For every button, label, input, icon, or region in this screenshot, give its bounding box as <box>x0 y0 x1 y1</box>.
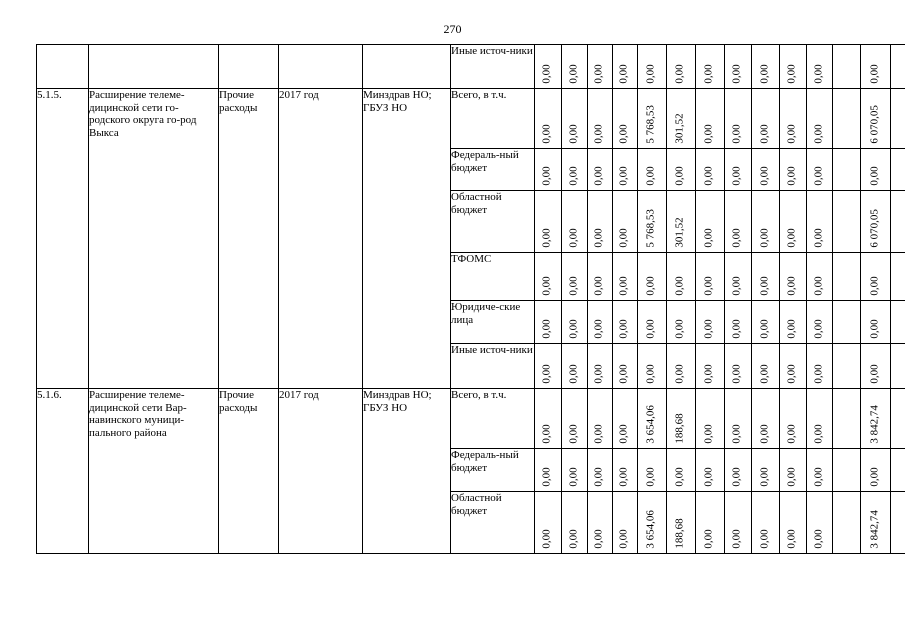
empty-cell <box>833 149 861 191</box>
item-code: 5.1.6. <box>37 389 89 554</box>
value-cell <box>562 149 588 191</box>
value-cell <box>638 89 667 149</box>
value-cell <box>613 45 638 89</box>
value-cell <box>861 301 891 344</box>
value-cell <box>588 301 613 344</box>
value-cell <box>535 149 562 191</box>
value-cell <box>696 149 725 191</box>
value-cell <box>807 301 833 344</box>
item-executor: Минздрав НО; ГБУЗ НО <box>363 89 451 389</box>
item-code <box>37 45 89 89</box>
cell-value: 0,00 <box>867 64 880 84</box>
value-cell <box>562 344 588 389</box>
cell-value: 0,00 <box>566 529 579 549</box>
value-cell <box>667 344 696 389</box>
cell-value: 0,00 <box>592 64 605 84</box>
value-cell <box>638 191 667 253</box>
value-cell <box>613 253 638 301</box>
item-year: 2017 год <box>279 89 363 389</box>
cell-value: 0,00 <box>566 319 579 339</box>
cell-value: 0,00 <box>673 64 686 84</box>
item-name <box>89 45 219 89</box>
value-cell <box>667 191 696 253</box>
value-cell <box>638 45 667 89</box>
value-cell <box>696 344 725 389</box>
cell-value: 3 842,74 <box>867 510 880 549</box>
cell-value: 0,00 <box>644 467 657 487</box>
value-cell <box>807 45 833 89</box>
value-cell <box>725 89 752 149</box>
cell-value: 0,00 <box>757 364 770 384</box>
cell-value: 0,00 <box>867 276 880 296</box>
cell-value: 0,00 <box>566 166 579 186</box>
cell-value: 0,00 <box>702 467 715 487</box>
funding-source: Всего, в т.ч. <box>451 389 535 449</box>
cell-value: 0,00 <box>617 319 630 339</box>
item-executor <box>363 45 451 89</box>
cell-value: 0,00 <box>811 64 824 84</box>
cell-value: 0,00 <box>644 166 657 186</box>
value-cell <box>638 344 667 389</box>
value-cell <box>780 253 807 301</box>
value-cell <box>613 344 638 389</box>
cell-value: 3 654,06 <box>644 405 657 444</box>
value-cell <box>667 492 696 554</box>
value-cell <box>807 449 833 492</box>
value-cell <box>535 191 562 253</box>
funding-source: Областной бюджет <box>451 191 535 253</box>
cell-value: 0,00 <box>811 319 824 339</box>
cell-value: 0,00 <box>730 319 743 339</box>
cell-value: 0,00 <box>617 124 630 144</box>
value-cell <box>861 344 891 389</box>
value-cell <box>807 253 833 301</box>
value-cell <box>696 45 725 89</box>
cell-value: 0,00 <box>785 319 798 339</box>
cell-value: 0,00 <box>566 467 579 487</box>
value-cell <box>696 449 725 492</box>
empty-cell <box>891 344 905 389</box>
cell-value: 0,00 <box>566 276 579 296</box>
value-cell <box>861 449 891 492</box>
budget-table <box>36 44 905 554</box>
value-cell <box>667 449 696 492</box>
value-cell <box>613 191 638 253</box>
item-executor: Минздрав НО; ГБУЗ НО <box>363 389 451 554</box>
value-cell <box>725 492 752 554</box>
cell-value: 0,00 <box>644 64 657 84</box>
value-cell <box>562 389 588 449</box>
value-cell <box>752 149 780 191</box>
value-cell <box>638 149 667 191</box>
cell-value: 0,00 <box>644 364 657 384</box>
cell-value: 0,00 <box>592 424 605 444</box>
funding-source: Иные источ-ники <box>451 45 535 89</box>
value-cell <box>752 89 780 149</box>
value-cell <box>588 449 613 492</box>
value-cell <box>807 191 833 253</box>
empty-cell <box>891 449 905 492</box>
empty-cell <box>891 253 905 301</box>
value-cell <box>752 492 780 554</box>
value-cell <box>752 301 780 344</box>
value-cell <box>861 253 891 301</box>
value-cell <box>613 149 638 191</box>
cell-value: 188,68 <box>673 413 686 444</box>
cell-value: 0,00 <box>673 166 686 186</box>
cell-value: 0,00 <box>867 166 880 186</box>
funding-source: Областной бюджет <box>451 492 535 554</box>
value-cell <box>861 89 891 149</box>
cell-value: 0,00 <box>811 124 824 144</box>
value-cell <box>562 301 588 344</box>
cell-value: 0,00 <box>785 276 798 296</box>
value-cell <box>696 389 725 449</box>
cell-value: 0,00 <box>757 529 770 549</box>
cell-value: 0,00 <box>702 364 715 384</box>
cell-value: 0,00 <box>566 228 579 248</box>
cell-value: 0,00 <box>617 529 630 549</box>
value-cell <box>780 45 807 89</box>
cell-value: 0,00 <box>673 364 686 384</box>
value-cell <box>752 253 780 301</box>
value-cell <box>667 89 696 149</box>
value-cell <box>807 149 833 191</box>
value-cell <box>807 492 833 554</box>
expense-type: Прочие расходы <box>219 389 279 554</box>
cell-value: 0,00 <box>702 228 715 248</box>
cell-value: 0,00 <box>673 276 686 296</box>
empty-cell <box>891 389 905 449</box>
cell-value: 0,00 <box>540 529 553 549</box>
value-cell <box>725 253 752 301</box>
cell-value: 0,00 <box>785 467 798 487</box>
value-cell <box>562 449 588 492</box>
value-cell <box>861 191 891 253</box>
cell-value: 0,00 <box>540 319 553 339</box>
funding-source: Федераль-ный бюджет <box>451 449 535 492</box>
value-cell <box>667 149 696 191</box>
value-cell <box>535 301 562 344</box>
value-cell <box>667 253 696 301</box>
value-cell <box>752 191 780 253</box>
cell-value: 0,00 <box>673 319 686 339</box>
empty-cell <box>833 449 861 492</box>
value-cell <box>696 191 725 253</box>
value-cell <box>588 89 613 149</box>
value-cell <box>535 449 562 492</box>
cell-value: 0,00 <box>644 276 657 296</box>
value-cell <box>588 149 613 191</box>
value-cell <box>535 89 562 149</box>
value-cell <box>725 191 752 253</box>
cell-value: 0,00 <box>617 228 630 248</box>
cell-value: 0,00 <box>592 276 605 296</box>
table-row <box>37 89 905 149</box>
value-cell <box>780 191 807 253</box>
cell-value: 0,00 <box>785 424 798 444</box>
cell-value: 0,00 <box>702 166 715 186</box>
item-name: Расширение телеме-дицинской сети Вар-навинского муници-пального района <box>89 389 219 554</box>
value-cell <box>780 301 807 344</box>
cell-value: 0,00 <box>785 228 798 248</box>
cell-value: 0,00 <box>811 467 824 487</box>
value-cell <box>588 389 613 449</box>
cell-value: 0,00 <box>730 276 743 296</box>
funding-source: ТФОМС <box>451 253 535 301</box>
funding-source: Всего, в т.ч. <box>451 89 535 149</box>
value-cell <box>696 253 725 301</box>
cell-value: 0,00 <box>730 424 743 444</box>
cell-value: 0,00 <box>702 319 715 339</box>
value-cell <box>613 449 638 492</box>
cell-value: 0,00 <box>757 276 770 296</box>
value-cell <box>638 253 667 301</box>
value-cell <box>638 492 667 554</box>
value-cell <box>588 253 613 301</box>
empty-cell <box>833 301 861 344</box>
value-cell <box>588 191 613 253</box>
value-cell <box>613 389 638 449</box>
value-cell <box>562 253 588 301</box>
empty-cell <box>891 191 905 253</box>
value-cell <box>780 89 807 149</box>
empty-cell <box>833 45 861 89</box>
value-cell <box>535 45 562 89</box>
value-cell <box>752 449 780 492</box>
cell-value: 0,00 <box>540 364 553 384</box>
cell-value: 0,00 <box>592 166 605 186</box>
value-cell <box>807 389 833 449</box>
value-cell <box>861 492 891 554</box>
value-cell <box>535 492 562 554</box>
cell-value: 0,00 <box>617 364 630 384</box>
funding-source: Федераль-ный бюджет <box>451 149 535 191</box>
value-cell <box>535 344 562 389</box>
value-cell <box>725 344 752 389</box>
cell-value: 0,00 <box>811 424 824 444</box>
item-year <box>279 45 363 89</box>
item-name: Расширение телеме-дицинской сети го-родского округа го-род Выкса <box>89 89 219 389</box>
value-cell <box>725 449 752 492</box>
empty-cell <box>833 344 861 389</box>
cell-value: 0,00 <box>730 364 743 384</box>
cell-value: 0,00 <box>702 529 715 549</box>
value-cell <box>667 301 696 344</box>
cell-value: 0,00 <box>617 467 630 487</box>
value-cell <box>780 149 807 191</box>
cell-value: 0,00 <box>566 64 579 84</box>
value-cell <box>667 389 696 449</box>
value-cell <box>780 389 807 449</box>
cell-value: 0,00 <box>730 64 743 84</box>
value-cell <box>807 89 833 149</box>
cell-value: 0,00 <box>540 467 553 487</box>
value-cell <box>861 149 891 191</box>
expense-type <box>219 45 279 89</box>
cell-value: 301,52 <box>673 113 686 144</box>
empty-cell <box>833 492 861 554</box>
cell-value: 0,00 <box>617 64 630 84</box>
value-cell <box>535 253 562 301</box>
value-cell <box>725 45 752 89</box>
cell-value: 0,00 <box>702 424 715 444</box>
cell-value: 0,00 <box>592 319 605 339</box>
cell-value: 0,00 <box>592 228 605 248</box>
cell-value: 3 842,74 <box>867 405 880 444</box>
value-cell <box>638 389 667 449</box>
cell-value: 0,00 <box>617 276 630 296</box>
value-cell <box>588 45 613 89</box>
cell-value: 0,00 <box>540 276 553 296</box>
cell-value: 0,00 <box>540 228 553 248</box>
cell-value: 0,00 <box>757 64 770 84</box>
cell-value: 0,00 <box>644 319 657 339</box>
empty-cell <box>891 301 905 344</box>
cell-value: 0,00 <box>730 166 743 186</box>
value-cell <box>752 45 780 89</box>
cell-value: 0,00 <box>540 124 553 144</box>
value-cell <box>562 89 588 149</box>
cell-value: 0,00 <box>702 124 715 144</box>
value-cell <box>696 492 725 554</box>
value-cell <box>588 492 613 554</box>
value-cell <box>638 449 667 492</box>
value-cell <box>780 449 807 492</box>
cell-value: 0,00 <box>730 467 743 487</box>
cell-value: 0,00 <box>592 124 605 144</box>
value-cell <box>725 149 752 191</box>
cell-value: 0,00 <box>867 364 880 384</box>
cell-value: 0,00 <box>540 424 553 444</box>
cell-value: 0,00 <box>785 64 798 84</box>
value-cell <box>696 301 725 344</box>
cell-value: 0,00 <box>811 166 824 186</box>
cell-value: 0,00 <box>566 124 579 144</box>
cell-value: 0,00 <box>867 467 880 487</box>
table-row <box>37 45 905 89</box>
cell-value: 188,68 <box>673 518 686 549</box>
empty-cell <box>891 89 905 149</box>
cell-value: 0,00 <box>785 124 798 144</box>
cell-value: 0,00 <box>592 364 605 384</box>
empty-cell <box>891 45 905 89</box>
cell-value: 3 654,06 <box>644 510 657 549</box>
cell-value: 0,00 <box>811 529 824 549</box>
cell-value: 0,00 <box>730 529 743 549</box>
value-cell <box>562 191 588 253</box>
funding-source: Иные источ-ники <box>451 344 535 389</box>
value-cell <box>562 492 588 554</box>
cell-value: 0,00 <box>566 364 579 384</box>
item-year: 2017 год <box>279 389 363 554</box>
empty-cell <box>833 389 861 449</box>
value-cell <box>861 45 891 89</box>
cell-value: 0,00 <box>757 124 770 144</box>
value-cell <box>535 389 562 449</box>
value-cell <box>752 389 780 449</box>
cell-value: 0,00 <box>757 228 770 248</box>
cell-value: 5 768,53 <box>644 209 657 248</box>
value-cell <box>861 389 891 449</box>
item-code: 5.1.5. <box>37 89 89 389</box>
cell-value: 0,00 <box>785 364 798 384</box>
cell-value: 0,00 <box>617 424 630 444</box>
empty-cell <box>833 253 861 301</box>
cell-value: 0,00 <box>785 529 798 549</box>
cell-value: 0,00 <box>730 124 743 144</box>
empty-cell <box>891 149 905 191</box>
value-cell <box>696 89 725 149</box>
cell-value: 0,00 <box>811 364 824 384</box>
cell-value: 0,00 <box>617 166 630 186</box>
cell-value: 0,00 <box>757 166 770 186</box>
value-cell <box>780 492 807 554</box>
cell-value: 0,00 <box>785 166 798 186</box>
value-cell <box>725 389 752 449</box>
cell-value: 0,00 <box>757 467 770 487</box>
cell-value: 0,00 <box>757 319 770 339</box>
cell-value: 0,00 <box>673 467 686 487</box>
value-cell <box>613 301 638 344</box>
value-cell <box>725 301 752 344</box>
cell-value: 0,00 <box>540 166 553 186</box>
funding-source: Юридиче-ские лица <box>451 301 535 344</box>
cell-value: 6 070,05 <box>867 105 880 144</box>
value-cell <box>780 344 807 389</box>
cell-value: 0,00 <box>811 276 824 296</box>
cell-value: 5 768,53 <box>644 105 657 144</box>
empty-cell <box>891 492 905 554</box>
cell-value: 0,00 <box>730 228 743 248</box>
cell-value: 0,00 <box>702 64 715 84</box>
table-row <box>37 389 905 449</box>
value-cell <box>667 45 696 89</box>
empty-cell <box>833 89 861 149</box>
value-cell <box>807 344 833 389</box>
cell-value: 0,00 <box>592 529 605 549</box>
value-cell <box>638 301 667 344</box>
cell-value: 0,00 <box>867 319 880 339</box>
value-cell <box>613 89 638 149</box>
value-cell <box>562 45 588 89</box>
cell-value: 0,00 <box>566 424 579 444</box>
cell-value: 301,52 <box>673 217 686 248</box>
cell-value: 0,00 <box>592 467 605 487</box>
value-cell <box>613 492 638 554</box>
expense-type: Прочие расходы <box>219 89 279 389</box>
value-cell <box>588 344 613 389</box>
page-number: 270 <box>443 22 462 36</box>
cell-value: 0,00 <box>811 228 824 248</box>
cell-value: 0,00 <box>757 424 770 444</box>
cell-value: 6 070,05 <box>867 209 880 248</box>
cell-value: 0,00 <box>702 276 715 296</box>
value-cell <box>752 344 780 389</box>
empty-cell <box>833 191 861 253</box>
cell-value: 0,00 <box>540 64 553 84</box>
